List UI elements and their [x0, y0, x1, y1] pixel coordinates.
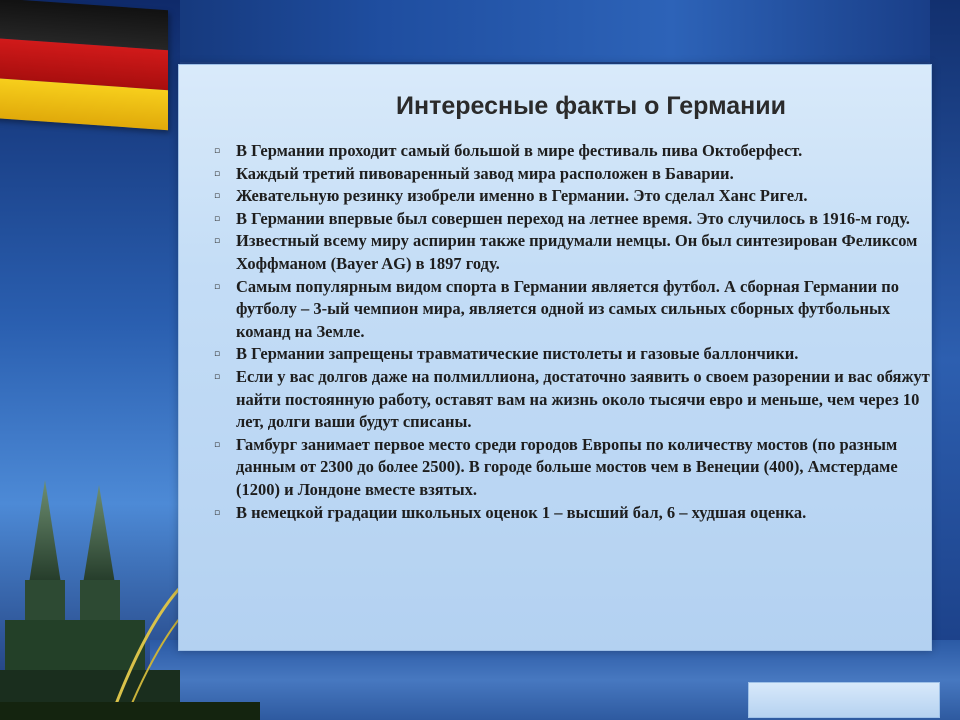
fact-item [210, 434, 930, 502]
fact-text: Жевательную резинку изобрели именно в Германии. Это сделал Ханс Ригел. [236, 186, 808, 206]
facts-list [210, 140, 930, 524]
fact-text: В Германии проходит самый большой в мире фестиваль пива Октоберфест. [236, 141, 803, 160]
fact-item [210, 366, 930, 434]
fact-text: Гамбург занимает первое место среди городов Европы по количеству мостов (по разным данным от 2300 до более 2500). В городе больше мостов чем в Венеции (400), Амстердаме (1200) и Лондоне вместе взятых. [236, 434, 898, 499]
bullet-icon: ▫ [213, 349, 221, 360]
fact-item [210, 163, 930, 186]
fact-text: В Германии запрещены травматические пистолеты и газовые баллончики. [236, 344, 799, 364]
fact-text: В Германии впервые был совершен переход на летнее время. Это случилось в 1916-м году. [236, 208, 910, 228]
background-right-strip [930, 0, 960, 720]
bullet-icon: ▫ [213, 168, 221, 179]
fact-text: Известный всему миру аспирин также придумали немцы. Он был синтезирован Феликсом Хоффманом (Bayer AG) в 1897 году. [236, 231, 918, 273]
bullet-icon: ▫ [213, 213, 221, 224]
bullet-icon: ▫ [213, 236, 221, 247]
fact-text: В немецкой градации школьных оценок 1 – высший бал, 6 – худшая оценка. [236, 502, 807, 522]
fact-item [210, 276, 930, 344]
bullet-icon: ▫ [213, 507, 221, 518]
bullet-icon: ▫ [213, 146, 221, 156]
fact-item [210, 343, 930, 366]
fact-item [210, 208, 930, 231]
fact-text: Каждый третий пивоваренный завод мира расположен в Баварии. [236, 163, 734, 183]
fact-item [210, 230, 930, 275]
bullet-icon: ▫ [213, 281, 221, 292]
fact-item [210, 140, 930, 163]
bullet-icon: ▫ [213, 439, 221, 450]
bullet-icon: ▫ [213, 371, 221, 382]
fact-text: Если у вас долгов даже на полмиллиона, достаточно заявить о своем разорении и вас обяжут найти постоянную работу, оставят вам на жизнь около тысячи евро и меньше, чем через 10 лет, долги ваши будут списаны. [236, 366, 930, 432]
fact-text: Самым популярным видом спорта в Германии является футбол. А сборная Германии по футболу – 3-ый чемпион мира, является одной из самых сильных сборных футбольных команд на Земле. [236, 276, 900, 341]
german-flag-image [0, 0, 168, 130]
bullet-icon: ▫ [213, 191, 221, 202]
fact-item [210, 185, 930, 208]
fact-item [210, 502, 930, 525]
slide-title: Интересные факты о Германии [396, 92, 786, 120]
corner-decoration [748, 682, 940, 718]
